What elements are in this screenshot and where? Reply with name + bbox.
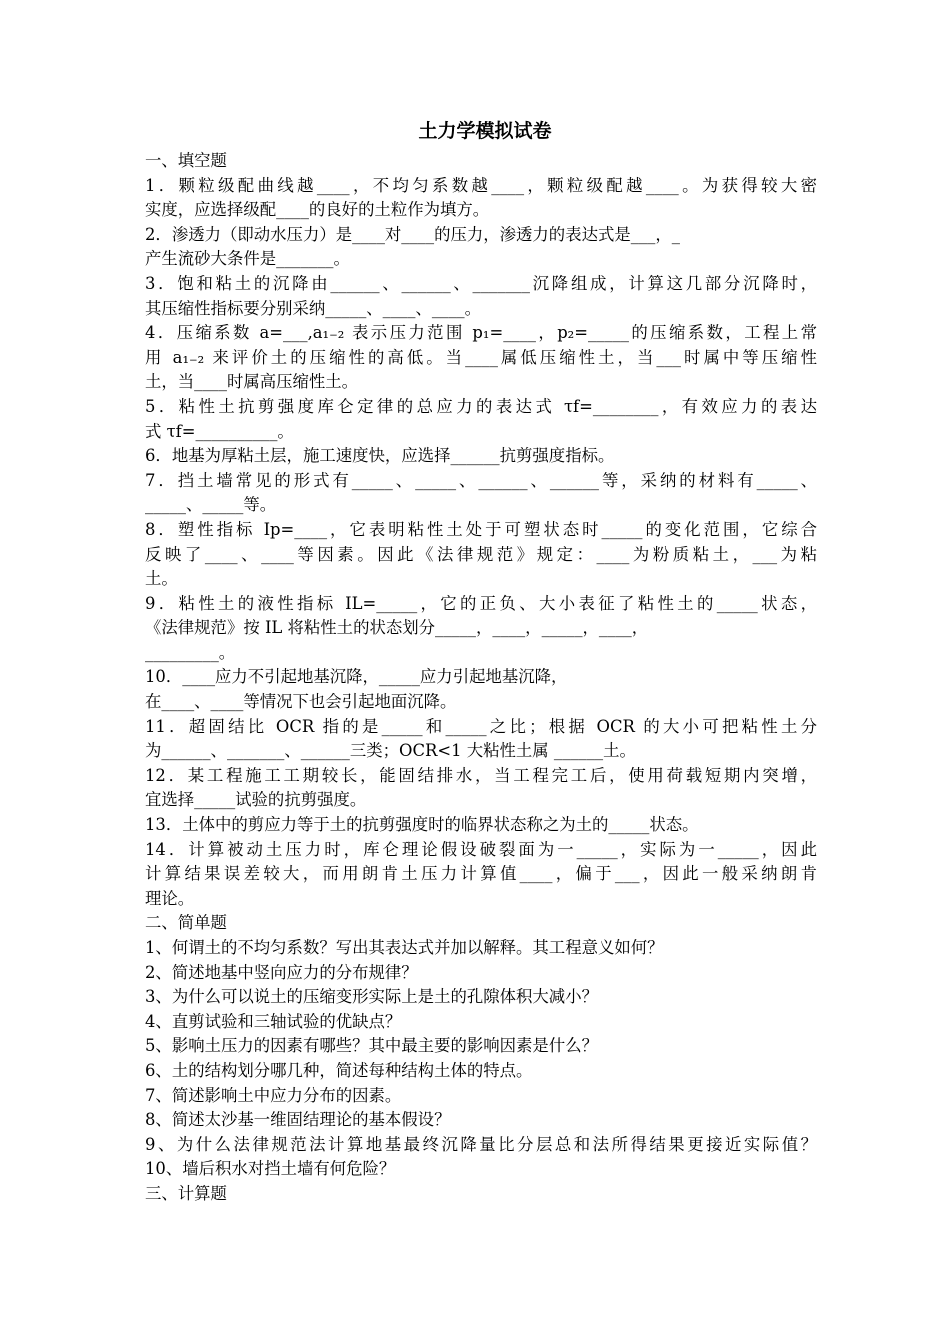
text-line: 14．计算被动土压力时，库仑理论假设破裂面为一_____，实际为一_____，因此	[145, 839, 817, 859]
text-line: 5、影响土压力的因素有哪些？其中最主要的影响因素是什么？	[145, 1036, 598, 1056]
text-line: 10、墙后积水对挡土墙有何危险？	[145, 1159, 396, 1179]
text-line: 4．压缩系数 a=___,a₁₋₂ 表示压力范围 p₁=____，p₂=_____的压缩系数，工程上常	[145, 323, 817, 343]
text-line: 《法律规范》按 IL 将粘性土的状态划分_____，____，_____，____，	[145, 618, 649, 638]
text-line: 4、直剪试验和三轴试验的优缺点？	[145, 1011, 402, 1031]
text-line: 其压缩性指标要分别采纳_____、____、____。	[145, 298, 482, 318]
text-line: 3．饱和粘土的沉降由______、______、_______沉降组成，计算这几部分沉降时，	[145, 273, 817, 293]
text-line: 反映了____、____等因素。因此《法律规范》规定：____为粉质粘土，___为粘	[145, 544, 817, 564]
text-line: 6．地基为厚粘土层，施工速度快，应选择______抗剪强度指标。	[145, 446, 615, 466]
text-line: 1．颗粒级配曲线越____，不均匀系数越____，颗粒级配越____。为获得较大密	[145, 175, 817, 195]
exam-body	[145, 149, 817, 1207]
text-line: 9．粘性土的液性指标 IL=_____，它的正负、大小表征了粘性土的_____状态，	[145, 593, 817, 613]
text-line: 二、简单题	[145, 913, 227, 933]
text-line: 11．超固结比 OCR 指的是_____和_____之比；根据 OCR 的大小可把粘性土分	[145, 716, 817, 736]
text-line: 1、何谓土的不均匀系数？写出其表达式并加以解释。其工程意义如何？	[145, 938, 664, 957]
text-line: 7、简述影响土中应力分布的因素。	[145, 1085, 402, 1105]
text-line: 土。	[145, 569, 178, 589]
text-line: 7．挡土墙常见的形式有_____、_____、______、______等，采纳的材料有_____、	[145, 470, 817, 490]
text-line: 一、填空题	[145, 151, 227, 170]
text-line: 三、计算题	[145, 1183, 227, 1203]
text-line: 宜选择_____试验的抗剪强度。	[145, 790, 367, 810]
text-line: 实度，应选择级配____的良好的土粒作为填方。	[145, 200, 490, 220]
text-line: 计算结果误差较大，而用朗肯土压力计算值____，偏于___，因此一般采纳朗肯	[145, 864, 817, 884]
exam-title: 土力学模拟试卷	[418, 120, 552, 142]
text-line: 12．某工程施工工期较长，能固结排水，当工程完工后，使用荷载短期内突增，	[145, 765, 817, 785]
text-line: 5．粘性土抗剪强度库仑定律的总应力的表达式 τf=________，有效应力的表达	[145, 396, 817, 416]
text-line: 在____、____等情况下也会引起地面沉降。	[145, 692, 457, 712]
text-line: 3、为什么可以说土的压缩变形实际上是土的孔隙体积大减小？	[145, 987, 598, 1007]
text-line: 2、简述地基中竖向应力的分布规律？	[145, 962, 418, 982]
text-line: 产生流砂大条件是_______。	[145, 249, 350, 269]
text-line: 10．____应力不引起地基沉降，_____应力引起地基沉降，	[145, 667, 568, 687]
text-line: 为______、_______、______三类；OCR<1 大粘性土属 ______土。	[145, 741, 636, 761]
exam-page	[145, 118, 817, 1207]
text-line: 土，当____时属高压缩性土。	[145, 372, 359, 392]
text-line: _________。	[145, 642, 236, 662]
text-line: 8、简述太沙基一维固结理论的基本假设？	[145, 1110, 451, 1130]
text-line: 13．土体中的剪应力等于土的抗剪强度时的临界状态称之为土的_____状态。	[145, 815, 699, 835]
text-line: _____、_____等。	[145, 495, 277, 515]
text-line: 式 τf=__________。	[145, 421, 294, 441]
text-line: 8．塑性指标 Ip=____，它表明粘性土处于可塑状态时_____的变化范围，它综合	[145, 519, 817, 539]
text-line: 2．渗透力（即动水压力）是____对____的压力，渗透力的表达式是___，_	[145, 224, 680, 244]
text-line: 9、为什么法律规范法计算地基最终沉降量比分层总和法所得结果更接近实际值？	[145, 1134, 817, 1154]
text-line: 用 a₁₋₂ 来评价土的压缩性的高低。当____属低压缩性土，当___时属中等压缩性	[145, 347, 817, 367]
text-line: 理论。	[145, 888, 195, 908]
text-line: 6、土的结构划分哪几种，简述每种结构土体的特点。	[145, 1060, 533, 1080]
